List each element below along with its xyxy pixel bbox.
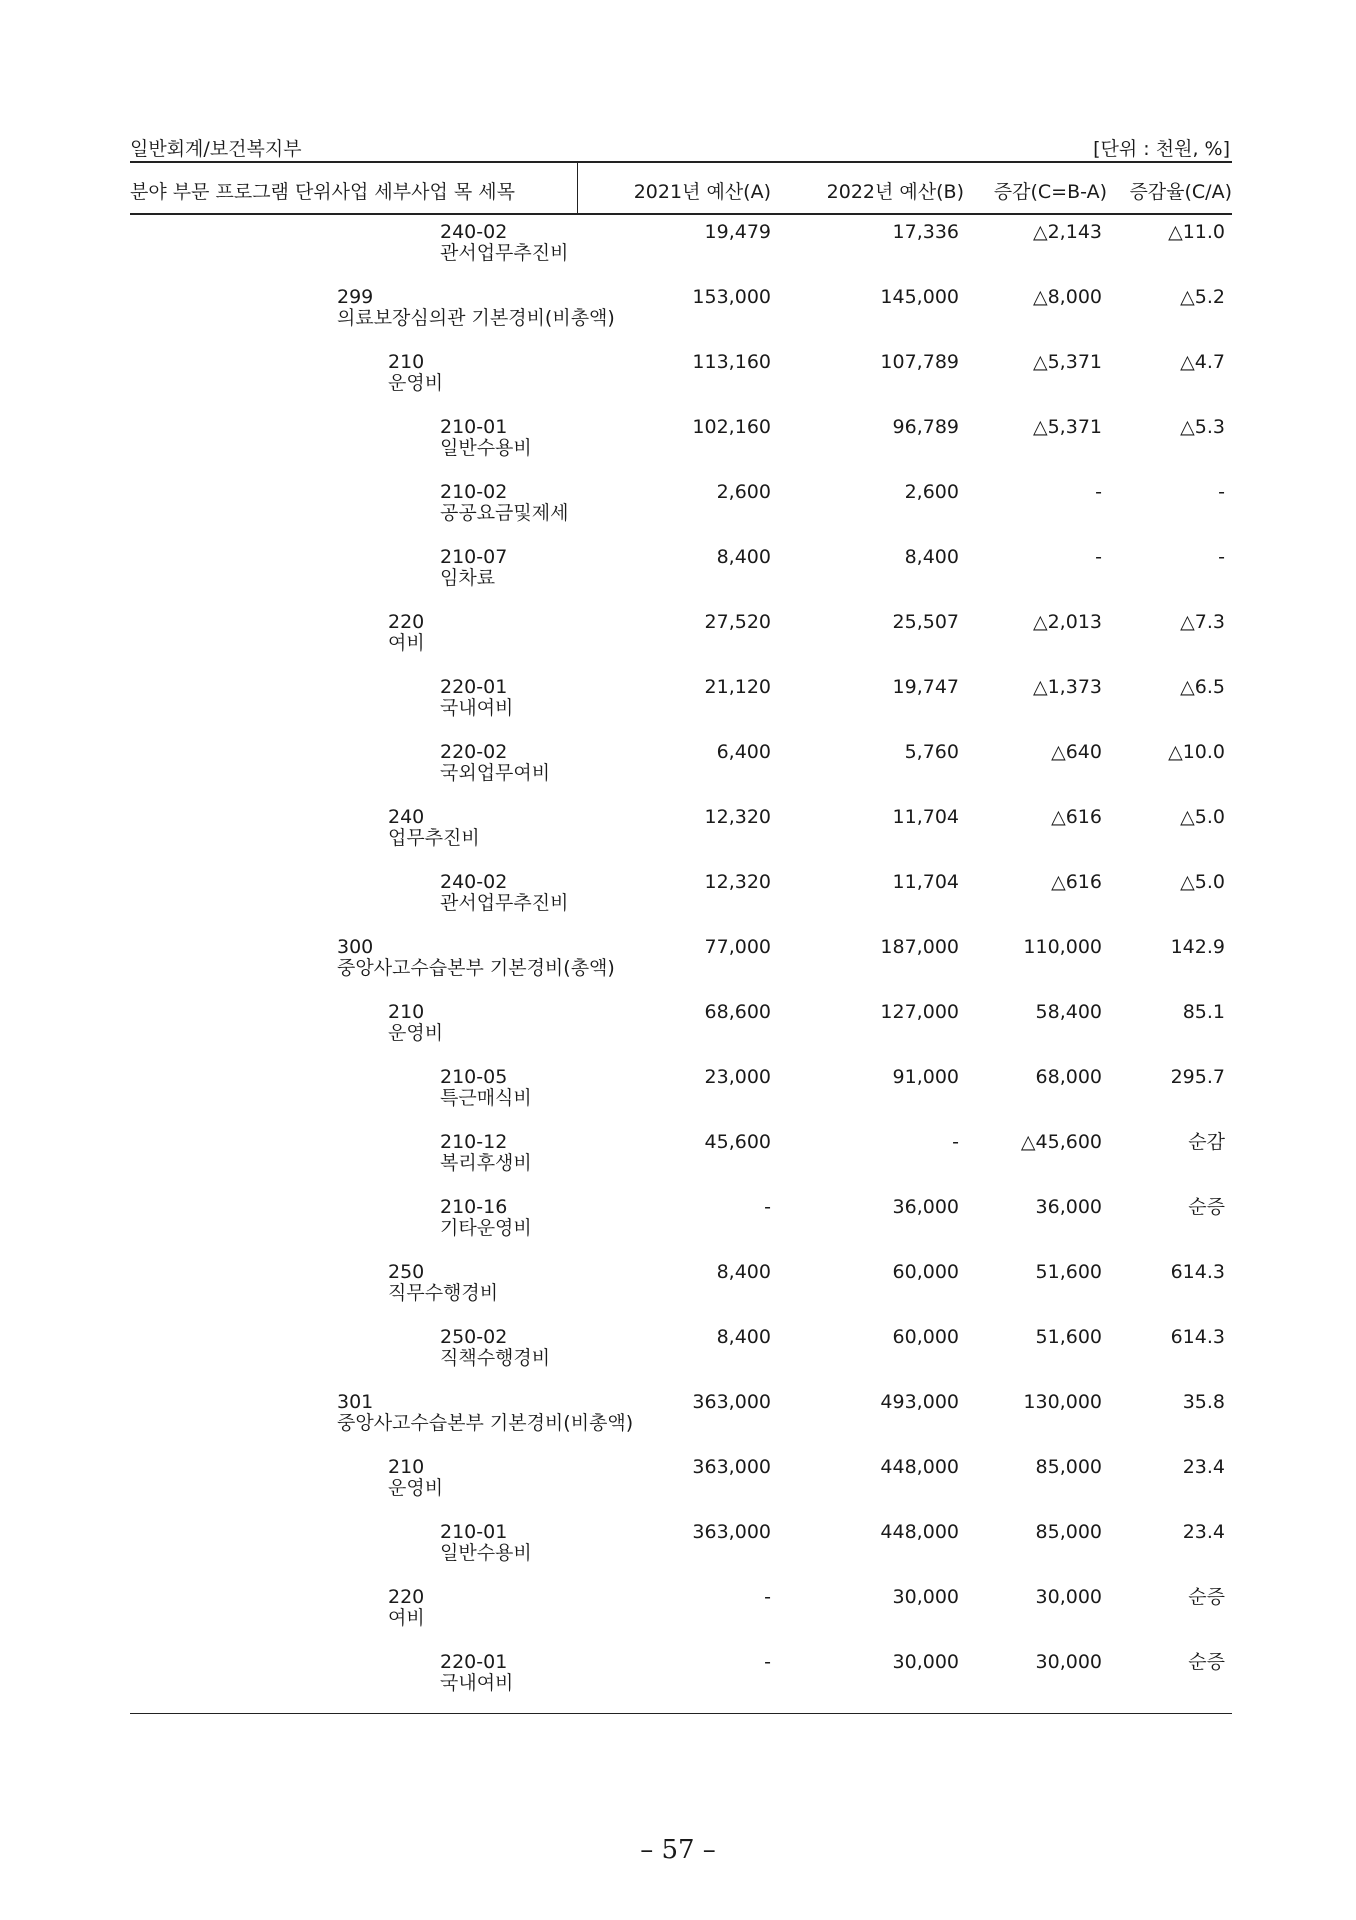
table-row [130, 1522, 1232, 1587]
cell-change: △640 [1051, 741, 1102, 763]
cell-change: - [1095, 481, 1102, 503]
row-code: 220 [388, 1586, 425, 1608]
cell-change-rate: - [1218, 546, 1225, 568]
document-meta [130, 130, 1230, 160]
row-name: 직책수행경비 [440, 1347, 551, 1369]
table-row [130, 547, 1232, 612]
row-name: 운영비 [388, 1477, 444, 1499]
row-code: 220-02 [440, 741, 508, 763]
row-name: 운영비 [388, 1022, 444, 1044]
table-bottom-rule [130, 1713, 1232, 1714]
row-label [440, 417, 532, 459]
row-label [388, 352, 443, 394]
cell-change: △1,373 [1032, 676, 1102, 698]
row-label [440, 1652, 513, 1694]
table-row [130, 1067, 1232, 1132]
table-header [130, 163, 1232, 213]
row-code: 240-02 [440, 871, 508, 893]
cell-change-rate: 순감 [1188, 1131, 1225, 1153]
cell-budget-2021: - [764, 1196, 771, 1218]
row-code: 210-05 [440, 1066, 508, 1088]
row-label [440, 1522, 532, 1564]
cell-budget-2022: 36,000 [892, 1196, 959, 1218]
row-name: 관서업무추진비 [440, 892, 569, 914]
row-label [337, 937, 615, 979]
cell-change-rate: △5.0 [1180, 806, 1225, 828]
header-divider [577, 162, 578, 214]
table-row [130, 872, 1232, 937]
row-label [388, 612, 425, 654]
row-label [440, 677, 513, 719]
row-name: 관서업무추진비 [440, 242, 569, 264]
cell-change: 58,400 [1035, 1001, 1102, 1023]
budget-table-body [130, 222, 1232, 1717]
row-code: 210-12 [440, 1131, 508, 1153]
cell-budget-2022: 91,000 [892, 1066, 959, 1088]
cell-change: △8,000 [1032, 286, 1102, 308]
cell-budget-2021: 19,479 [704, 221, 771, 243]
cell-change: 51,600 [1035, 1261, 1102, 1283]
table-row [130, 937, 1232, 1002]
cell-change-rate: 35.8 [1182, 1391, 1225, 1413]
row-name: 기타운영비 [440, 1217, 532, 1239]
table-row [130, 352, 1232, 417]
table-row [130, 1262, 1232, 1327]
cell-budget-2022: 493,000 [880, 1391, 959, 1413]
cell-change-rate: △10.0 [1168, 741, 1225, 763]
row-label [337, 1392, 633, 1434]
row-name: 직무수행경비 [388, 1282, 499, 1304]
cell-change: △45,600 [1020, 1131, 1102, 1153]
table-row [130, 612, 1232, 677]
cell-budget-2021: 363,000 [692, 1456, 771, 1478]
cell-budget-2022: 30,000 [892, 1651, 959, 1673]
table-row [130, 417, 1232, 482]
cell-budget-2021: 6,400 [716, 741, 771, 763]
row-label [440, 1067, 532, 1109]
cell-budget-2022: 8,400 [904, 546, 959, 568]
cell-change: 36,000 [1035, 1196, 1102, 1218]
row-label [388, 1587, 425, 1629]
cell-change-rate: 23.4 [1182, 1521, 1225, 1543]
cell-budget-2022: 448,000 [880, 1456, 959, 1478]
cell-budget-2022: 25,507 [892, 611, 959, 633]
cell-change-rate: 85.1 [1182, 1001, 1225, 1023]
header-hierarchy: 분야 부문 프로그램 단위사업 세부사업 목 세목 [130, 181, 515, 203]
row-name: 의료보장심의관 기본경비(비총액) [337, 307, 615, 329]
row-name: 국외업무여비 [440, 762, 551, 784]
row-code: 299 [337, 286, 374, 308]
cell-change: △616 [1051, 871, 1102, 893]
cell-budget-2022: 448,000 [880, 1521, 959, 1543]
cell-budget-2022: 11,704 [892, 871, 959, 893]
table-header-rule [130, 213, 1232, 215]
cell-change: 30,000 [1035, 1651, 1102, 1673]
cell-budget-2021: 68,600 [704, 1001, 771, 1023]
cell-budget-2021: - [764, 1586, 771, 1608]
row-label [440, 482, 568, 524]
row-label [440, 1132, 532, 1174]
cell-change-rate: △7.3 [1180, 611, 1225, 633]
cell-budget-2021: 23,000 [704, 1066, 771, 1088]
row-code: 210-01 [440, 416, 508, 438]
cell-budget-2022: 107,789 [880, 351, 959, 373]
header-budget-2021: 2021년 예산(A) [633, 181, 771, 203]
cell-change-rate: 142.9 [1170, 936, 1225, 958]
row-label [440, 547, 507, 589]
account-title: 일반회계/보건복지부 [130, 138, 302, 160]
table-row [130, 807, 1232, 872]
cell-change: 51,600 [1035, 1326, 1102, 1348]
cell-change-rate: △5.3 [1180, 416, 1225, 438]
row-label [440, 742, 550, 784]
cell-budget-2021: 8,400 [716, 1326, 771, 1348]
cell-budget-2022: 30,000 [892, 1586, 959, 1608]
table-row [130, 1132, 1232, 1197]
cell-change: △2,143 [1032, 221, 1102, 243]
cell-budget-2022: 17,336 [892, 221, 959, 243]
row-label [440, 1197, 532, 1239]
row-name: 운영비 [388, 372, 444, 394]
cell-change-rate: 23.4 [1182, 1456, 1225, 1478]
unit-label: [단위 : 천원, %] [1093, 138, 1230, 160]
row-code: 220 [388, 611, 425, 633]
cell-change-rate: 614.3 [1170, 1261, 1225, 1283]
row-name: 여비 [388, 632, 425, 654]
row-code: 240 [388, 806, 425, 828]
row-name: 국내여비 [440, 697, 514, 719]
table-row [130, 677, 1232, 742]
table-row [130, 1652, 1232, 1717]
cell-change-rate: △6.5 [1180, 676, 1225, 698]
cell-change-rate: - [1218, 481, 1225, 503]
cell-budget-2022: 96,789 [892, 416, 959, 438]
row-label [388, 807, 480, 849]
cell-budget-2021: 12,320 [704, 871, 771, 893]
row-code: 210-07 [440, 546, 508, 568]
row-code: 250 [388, 1261, 425, 1283]
cell-budget-2022: 60,000 [892, 1261, 959, 1283]
row-name: 임차료 [440, 567, 496, 589]
table-row [130, 742, 1232, 807]
cell-change: - [1095, 546, 1102, 568]
table-row [130, 482, 1232, 547]
table-row [130, 1197, 1232, 1262]
row-label [388, 1262, 498, 1304]
cell-budget-2022: 2,600 [904, 481, 959, 503]
cell-budget-2022: 145,000 [880, 286, 959, 308]
cell-budget-2021: 27,520 [704, 611, 771, 633]
cell-budget-2022: 127,000 [880, 1001, 959, 1023]
cell-budget-2021: 2,600 [716, 481, 771, 503]
row-code: 210 [388, 1001, 425, 1023]
row-label [440, 222, 568, 264]
cell-change-rate: △11.0 [1168, 221, 1225, 243]
cell-budget-2021: 8,400 [716, 1261, 771, 1283]
cell-budget-2022: 5,760 [904, 741, 959, 763]
cell-budget-2021: - [764, 1651, 771, 1673]
cell-budget-2021: 102,160 [692, 416, 771, 438]
row-name: 중앙사고수습본부 기본경비(총액) [337, 957, 615, 979]
row-name: 공공요금및제세 [440, 502, 569, 524]
cell-change-rate: △4.7 [1180, 351, 1225, 373]
cell-change-rate: 순증 [1188, 1586, 1225, 1608]
row-name: 일반수용비 [440, 437, 532, 459]
cell-budget-2021: 363,000 [692, 1521, 771, 1543]
cell-budget-2021: 113,160 [692, 351, 771, 373]
cell-change-rate: △5.2 [1180, 286, 1225, 308]
row-name: 업무추진비 [388, 827, 480, 849]
cell-change: 30,000 [1035, 1586, 1102, 1608]
row-name: 복리후생비 [440, 1152, 532, 1174]
cell-change: 130,000 [1023, 1391, 1102, 1413]
cell-change-rate: 295.7 [1170, 1066, 1225, 1088]
cell-change-rate: △5.0 [1180, 871, 1225, 893]
row-code: 210-01 [440, 1521, 508, 1543]
cell-budget-2022: 19,747 [892, 676, 959, 698]
cell-change: 85,000 [1035, 1456, 1102, 1478]
cell-change: △5,371 [1032, 351, 1102, 373]
row-code: 220-01 [440, 676, 508, 698]
table-row [130, 222, 1232, 287]
cell-budget-2021: 45,600 [704, 1131, 771, 1153]
row-name: 일반수용비 [440, 1542, 532, 1564]
header-budget-2022: 2022년 예산(B) [826, 181, 964, 203]
cell-budget-2022: 11,704 [892, 806, 959, 828]
cell-change-rate: 순증 [1188, 1196, 1225, 1218]
table-row [130, 287, 1232, 352]
cell-budget-2021: 153,000 [692, 286, 771, 308]
row-code: 210 [388, 351, 425, 373]
cell-budget-2021: 8,400 [716, 546, 771, 568]
row-label [388, 1457, 443, 1499]
cell-change: △5,371 [1032, 416, 1102, 438]
header-change: 증감(C=B-A) [993, 181, 1107, 203]
row-code: 210-02 [440, 481, 508, 503]
page-number: – 57 – [640, 1835, 716, 1865]
row-label [388, 1002, 443, 1044]
cell-change-rate: 순증 [1188, 1651, 1225, 1673]
cell-budget-2022: 187,000 [880, 936, 959, 958]
cell-budget-2022: 60,000 [892, 1326, 959, 1348]
table-row [130, 1587, 1232, 1652]
row-label [440, 872, 568, 914]
row-code: 210 [388, 1456, 425, 1478]
row-code: 210-16 [440, 1196, 508, 1218]
row-name: 국내여비 [440, 1672, 514, 1694]
row-code: 240-02 [440, 221, 508, 243]
row-code: 250-02 [440, 1326, 508, 1348]
row-code: 300 [337, 936, 374, 958]
row-code: 301 [337, 1391, 374, 1413]
row-label [440, 1327, 550, 1369]
row-label [337, 287, 615, 329]
row-name: 여비 [388, 1607, 425, 1629]
cell-budget-2022: - [952, 1131, 959, 1153]
cell-change: 85,000 [1035, 1521, 1102, 1543]
table-row [130, 1002, 1232, 1067]
cell-change: △616 [1051, 806, 1102, 828]
cell-change-rate: 614.3 [1170, 1326, 1225, 1348]
cell-change: 68,000 [1035, 1066, 1102, 1088]
row-name: 중앙사고수습본부 기본경비(비총액) [337, 1412, 634, 1434]
row-code: 220-01 [440, 1651, 508, 1673]
header-change-rate: 증감율(C/A) [1129, 181, 1232, 203]
cell-change: 110,000 [1023, 936, 1102, 958]
table-row [130, 1327, 1232, 1392]
cell-budget-2021: 363,000 [692, 1391, 771, 1413]
table-row [130, 1392, 1232, 1457]
cell-budget-2021: 12,320 [704, 806, 771, 828]
row-name: 특근매식비 [440, 1087, 532, 1109]
cell-change: △2,013 [1032, 611, 1102, 633]
table-row [130, 1457, 1232, 1522]
cell-budget-2021: 77,000 [704, 936, 771, 958]
cell-budget-2021: 21,120 [704, 676, 771, 698]
